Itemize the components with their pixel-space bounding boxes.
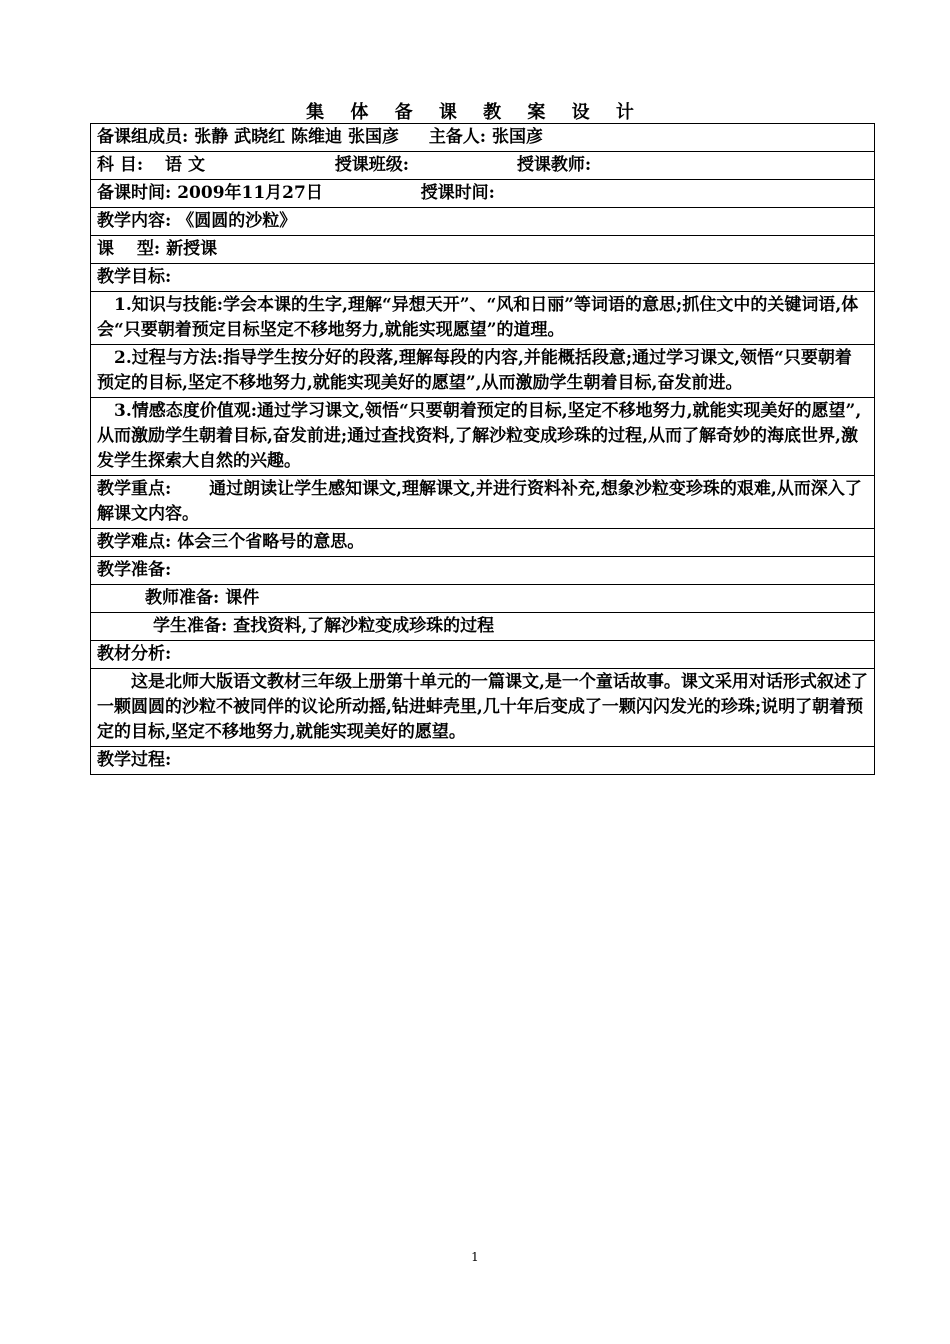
lesson-plan-table xyxy=(90,123,875,775)
type-value: 新授课 xyxy=(166,239,218,259)
row-analysis-label xyxy=(91,641,875,669)
members-label: 备课组成员: xyxy=(97,127,189,147)
class-label: 授课班级: xyxy=(334,155,410,175)
cell-content xyxy=(91,208,875,236)
row-student-prep xyxy=(91,613,875,641)
prep-time-label: 备课时间: xyxy=(97,183,172,203)
preparation-label: 教学准备: xyxy=(91,557,875,585)
difficulties-text: 体会三个省略号的意思。 xyxy=(177,532,365,552)
cell-student-prep xyxy=(91,613,875,641)
key-points-text: 通过朗读让学生感知课文,理解课文,并进行资料补充,想象沙粒变珍珠的艰难,从而深入了解课文内容。 xyxy=(97,479,862,524)
row-analysis-text xyxy=(91,669,875,747)
student-prep-label: 学生准备: xyxy=(153,616,228,636)
page-number: 1 xyxy=(471,1250,479,1264)
teacher-prep-label: 教师准备: xyxy=(145,588,220,608)
row-prep-time xyxy=(91,180,875,208)
teacher-prep-value: 课件 xyxy=(225,588,260,608)
analysis-text: 这是北师大版语文教材三年级上册第十单元的一篇课文,是一个童话故事。课文采用对话形式叙述了一颗圆圆的沙粒不被同伴的议论所动摇,钻进蚌壳里,几十年后变成了一颗闪闪发光的珍珠;说明了朝着预定的目标,坚定不移地努力,就能实现美好的愿望。 xyxy=(91,669,875,747)
teach-time-label: 授课时间: xyxy=(420,183,495,203)
document-title: 集 体 备 课 教 案 设 计 xyxy=(306,102,644,123)
cell-teacher-prep xyxy=(91,585,875,613)
cell-members xyxy=(91,124,875,152)
objectives-label: 教学目标: xyxy=(91,264,875,292)
row-members xyxy=(91,124,875,152)
cell-prep-time xyxy=(91,180,875,208)
objective-item-3: 3.情感态度价值观:通过学习课文,领悟“只要朝着预定的目标,坚定不移地努力,就能实现美好的愿望”,从而激励学生朝着目标,奋发前进;通过查找资料,了解沙粒变成珍珠的过程,从而了解奇妙的海底世界,激发学生探索大自然的兴趣。 xyxy=(91,398,875,476)
cell-type xyxy=(91,236,875,264)
row-teacher-prep xyxy=(91,585,875,613)
prep-time-value: 2009年11月27日 xyxy=(177,183,323,203)
objective-item-2: 2.过程与方法:指导学生按分好的段落,理解每段的内容,并能概括段意;通过学习课文,领悟“只要朝着预定的目标,坚定不移地努力,就能实现美好的愿望”,从而激励学生朝着目标,奋发前进。 xyxy=(91,345,875,398)
row-key-points xyxy=(91,476,875,529)
members-value: 张静 武晓红 陈维迪 张国彦 xyxy=(194,127,399,147)
row-objective-3 xyxy=(91,398,875,476)
row-type xyxy=(91,236,875,264)
row-preparation-label xyxy=(91,557,875,585)
process-label: 教学过程: xyxy=(91,747,875,775)
lead-label: 主备人: xyxy=(428,127,487,147)
objective-item-1: 1.知识与技能:学会本课的生字,理解“异想天开”、“风和日丽”等词语的意思;抓住文中的关键词语,体会“只要朝着预定目标坚定不移地努力,就能实现愿望”的道理。 xyxy=(91,292,875,345)
subject-value: 语 文 xyxy=(165,155,205,175)
analysis-label: 教材分析: xyxy=(91,641,875,669)
row-subject xyxy=(91,152,875,180)
row-objective-1 xyxy=(91,292,875,345)
content-label: 教学内容: xyxy=(97,211,172,231)
subject-label: 科 目: xyxy=(97,155,144,175)
row-content xyxy=(91,208,875,236)
row-difficulties xyxy=(91,529,875,557)
cell-difficulties xyxy=(91,529,875,557)
cell-subject xyxy=(91,152,875,180)
difficulties-label: 教学难点: xyxy=(97,532,172,552)
lead-value: 张国彦 xyxy=(492,127,544,147)
row-objectives-label xyxy=(91,264,875,292)
student-prep-value: 查找资料,了解沙粒变成珍珠的过程 xyxy=(233,616,495,636)
content-value: 《圆圆的沙粒》 xyxy=(177,211,297,231)
teacher-label: 授课教师: xyxy=(516,155,592,175)
key-points-label: 教学重点: xyxy=(97,479,172,499)
row-objective-2 xyxy=(91,345,875,398)
row-process-label xyxy=(91,747,875,775)
cell-key-points xyxy=(91,476,875,529)
type-label: 课 型: xyxy=(97,239,161,259)
